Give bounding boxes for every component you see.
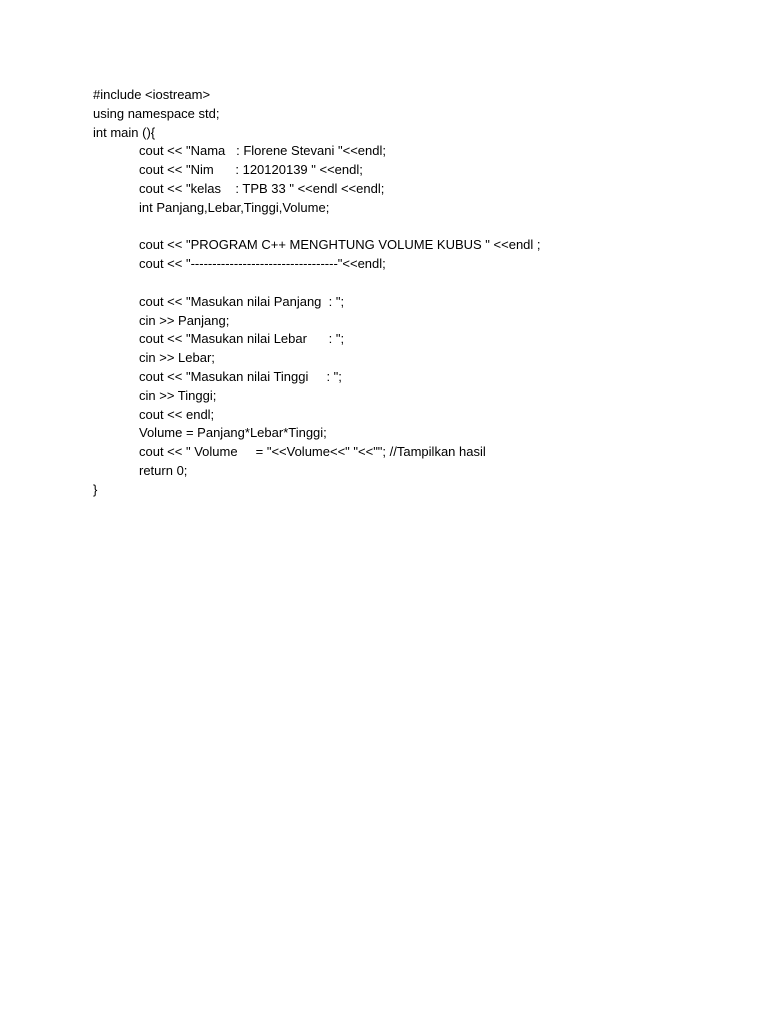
- code-line-nama: cout << "Nama : Florene Stevani "<<endl;: [139, 143, 386, 159]
- code-line-endl: cout << endl;: [139, 406, 215, 422]
- code-line-compute-volume: Volume = Panjang*Lebar*Tinggi;: [139, 425, 327, 441]
- code-line-kelas: cout << "kelas : TPB 33 " <<endl <<endl;: [139, 180, 385, 196]
- code-line-prompt-tinggi: cout << "Masukan nilai Tinggi : ";: [139, 368, 342, 384]
- code-line-input-tinggi: cin >> Tinggi;: [139, 387, 217, 403]
- code-line-declare: int Panjang,Lebar,Tinggi,Volume;: [139, 199, 330, 215]
- code-line-close-brace: }: [93, 481, 98, 497]
- code-listing: [93, 86, 733, 500]
- code-line-return: return 0;: [139, 462, 188, 478]
- code-line-nim: cout << "Nim : 120120139 " <<endl;: [139, 162, 363, 178]
- code-line-prompt-lebar: cout << "Masukan nilai Lebar : ";: [139, 331, 345, 347]
- code-line-separator: cout << "----------------------------------"<<endl;: [139, 256, 386, 272]
- code-line-input-panjang: cin >> Panjang;: [139, 312, 230, 328]
- code-line-include: #include <iostream>: [93, 87, 211, 102]
- code-line-main: int main (){: [93, 124, 156, 140]
- code-line-blank: [93, 274, 733, 293]
- code-line-prompt-panjang: cout << "Masukan nilai Panjang : ";: [139, 293, 345, 309]
- code-line-input-lebar: cin >> Lebar;: [139, 350, 215, 366]
- code-line-program-title: cout << "PROGRAM C++ MENGHTUNG VOLUME KUBUS " <<endl ;: [139, 237, 541, 253]
- code-line-namespace: using namespace std;: [93, 105, 220, 121]
- code-line-blank: [93, 218, 733, 237]
- code-line-print-volume: cout << " Volume = "<<Volume<<" "<<""; //Tampilkan hasil: [139, 444, 486, 460]
